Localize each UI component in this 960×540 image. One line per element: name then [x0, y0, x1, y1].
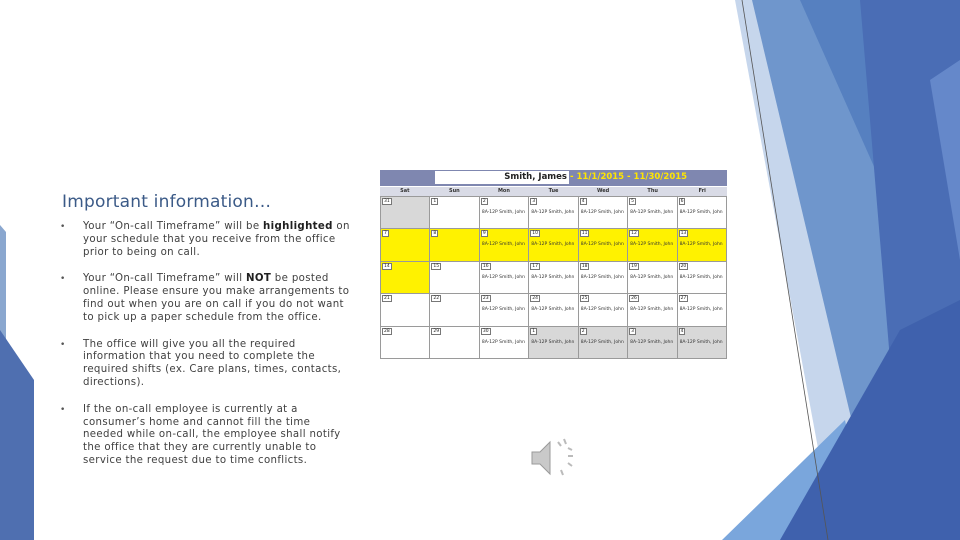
employee-name: Smith, James [435, 171, 569, 184]
bullet-dot: • [60, 274, 66, 285]
calendar-header [380, 170, 727, 186]
schedule-calendar [380, 170, 727, 360]
shift-entry: 8A-12P Smith, John [531, 307, 575, 313]
bullet-item [60, 339, 352, 390]
bullet-text: Your “On-call Timeframe” will be [83, 221, 264, 232]
day-number: 14 [384, 263, 390, 269]
shift-entry: 8A-12P Smith, John [580, 242, 624, 248]
day-number: 4 [680, 328, 684, 334]
bullet-text: The office will give you all the required information that you need to complete the required shifts (ex. Care plans, times, contacts, directions). [83, 338, 342, 388]
day-number: 2 [581, 328, 585, 334]
calendar-day-cell [529, 197, 578, 229]
calendar-day-cell [678, 294, 727, 326]
day-number: 16 [482, 263, 489, 269]
calendar-day-cell [480, 327, 529, 359]
shift-entry: 8A-12P Smith, John [679, 339, 723, 345]
shift-entry: 8A-12P Smith, John [580, 339, 624, 345]
calendar-day-cell [579, 229, 628, 261]
calendar-day-cell [678, 229, 727, 261]
day-number: 2 [482, 199, 486, 204]
shift-entry: 8A-12P Smith, John [580, 210, 624, 215]
day-number: 15 [433, 263, 440, 269]
shift-entry: 8A-12P Smith, John [630, 242, 674, 248]
calendar-day-cell [628, 262, 677, 294]
shift-entry: 8A-12P Smith, John [679, 242, 723, 248]
calendar-day-cell [678, 262, 727, 294]
calendar-day-cell [381, 197, 430, 229]
weekday-label: Fri [698, 188, 706, 194]
day-number: 27 [680, 296, 687, 302]
day-number: 19 [631, 263, 637, 269]
calendar-day-cell [381, 262, 430, 294]
calendar-day-cell [430, 262, 479, 294]
day-number: 18 [581, 263, 588, 269]
day-number: 30 [482, 328, 489, 334]
day-number: 11 [581, 231, 588, 237]
bullet-dot: • [60, 404, 66, 415]
day-number: 4 [581, 199, 585, 204]
bullet-text: on your schedule that you receive from the office prior to being on call. [83, 221, 350, 258]
calendar-day-cell [381, 294, 430, 326]
shift-entry: 8A-12P Smith, John [630, 274, 674, 280]
shift-entry: 8A-12P Smith, John [580, 274, 624, 280]
day-number: 29 [433, 328, 440, 334]
shift-entry: 8A-12P Smith, John [531, 339, 575, 345]
calendar-day-cell [628, 294, 677, 326]
calendar-grid [380, 196, 727, 359]
day-number: 17 [532, 263, 539, 269]
weekday-header [380, 187, 727, 196]
calendar-day-cell [430, 197, 479, 229]
shift-entry: 8A-12P Smith, John [481, 339, 525, 345]
calendar-day-cell [529, 294, 578, 326]
weekday-label: Sat [400, 188, 410, 194]
shift-entry: 8A-12P Smith, John [481, 307, 525, 313]
bullet-text: NOT [246, 273, 272, 285]
calendar-day-cell [480, 294, 529, 326]
calendar-day-cell [529, 229, 578, 261]
calendar-day-cell [430, 229, 479, 261]
calendar-day-cell [628, 197, 677, 229]
weekday-label: Thu [647, 188, 658, 194]
day-number: 1 [433, 199, 437, 204]
day-number: 23 [482, 296, 489, 302]
day-number: 13 [680, 231, 687, 237]
calendar-day-cell [430, 327, 479, 359]
bullet-item [60, 404, 352, 468]
day-number: 9 [482, 231, 486, 237]
bullet-dot: • [60, 339, 66, 350]
shift-entry: 8A-12P Smith, John [531, 210, 575, 215]
shift-entry: 8A-12P Smith, John [481, 274, 525, 280]
calendar-day-cell [480, 229, 529, 261]
calendar-day-cell [628, 229, 677, 261]
day-number: 3 [532, 199, 536, 204]
calendar-day-cell [529, 327, 578, 359]
calendar-day-cell [678, 327, 727, 359]
day-number: 22 [433, 296, 440, 302]
bullet-text: be posted online. Please ensure you make arrangements to find out when you are on call if you do not want to pick up a paper schedule from the office. [83, 273, 350, 323]
day-number: 12 [631, 231, 637, 237]
bullet-list [60, 221, 352, 482]
weekday-label: Wed [596, 188, 610, 194]
day-number: 6 [680, 199, 684, 204]
bullet-item [60, 273, 352, 324]
shift-entry: 8A-12P Smith, John [531, 274, 575, 280]
bullet-text: highlighted [263, 221, 333, 232]
day-number: 10 [532, 231, 539, 237]
day-number: 8 [433, 231, 437, 237]
bullet-dot: • [60, 222, 66, 232]
weekday-label: Mon [497, 188, 510, 194]
speaker-icon[interactable] [528, 436, 580, 480]
calendar-day-cell [628, 327, 677, 359]
weekday-label: Sun [449, 188, 460, 194]
shift-entry: 8A-12P Smith, John [531, 242, 575, 248]
calendar-day-cell [678, 197, 727, 229]
shift-entry: 8A-12P Smith, John [630, 210, 674, 215]
day-number: 1 [532, 328, 536, 334]
calendar-day-cell [480, 262, 529, 294]
day-number: 3 [631, 328, 635, 334]
shift-entry: 8A-12P Smith, John [679, 307, 723, 313]
day-number: 20 [680, 263, 687, 269]
day-number: 25 [581, 296, 588, 302]
shift-entry: 8A-12P Smith, John [481, 210, 525, 215]
bullet-text: If the on-call employee is currently at a consumer’s home and cannot fill the time needed while on-call, the employee shall notify the office that they are currently unable to service the request due to time conflicts. [83, 403, 341, 466]
calendar-day-cell [430, 294, 479, 326]
calendar-day-cell [579, 294, 628, 326]
calendar-day-cell [579, 197, 628, 229]
shift-entry: 8A-12P Smith, John [630, 307, 674, 313]
slide-title: Important information… [62, 192, 272, 212]
shift-entry: 8A-12P Smith, John [630, 339, 674, 345]
day-number: 28 [384, 328, 390, 334]
day-number: 5 [631, 199, 635, 204]
shift-entry: 8A-12P Smith, John [679, 210, 723, 215]
calendar-day-cell [381, 229, 430, 261]
weekday-label: Tue [548, 188, 559, 194]
shift-entry: 8A-12P Smith, John [679, 274, 723, 280]
calendar-day-cell [579, 327, 628, 359]
day-number: 21 [384, 296, 390, 302]
shift-entry: 8A-12P Smith, John [481, 242, 525, 248]
day-number: 24 [532, 296, 539, 302]
day-number: 26 [631, 296, 637, 302]
shift-entry: 8A-12P Smith, John [580, 307, 624, 313]
bullet-item [60, 221, 352, 259]
day-number: 31 [384, 199, 390, 204]
calendar-day-cell [579, 262, 628, 294]
calendar-day-cell [381, 327, 430, 359]
day-number: 7 [384, 231, 387, 237]
bullet-text: Your “On-call Timeframe” will [83, 273, 247, 285]
calendar-day-cell [480, 197, 529, 229]
calendar-day-cell [529, 262, 578, 294]
date-range: - 11/1/2015 - 11/30/2015 [570, 172, 688, 182]
